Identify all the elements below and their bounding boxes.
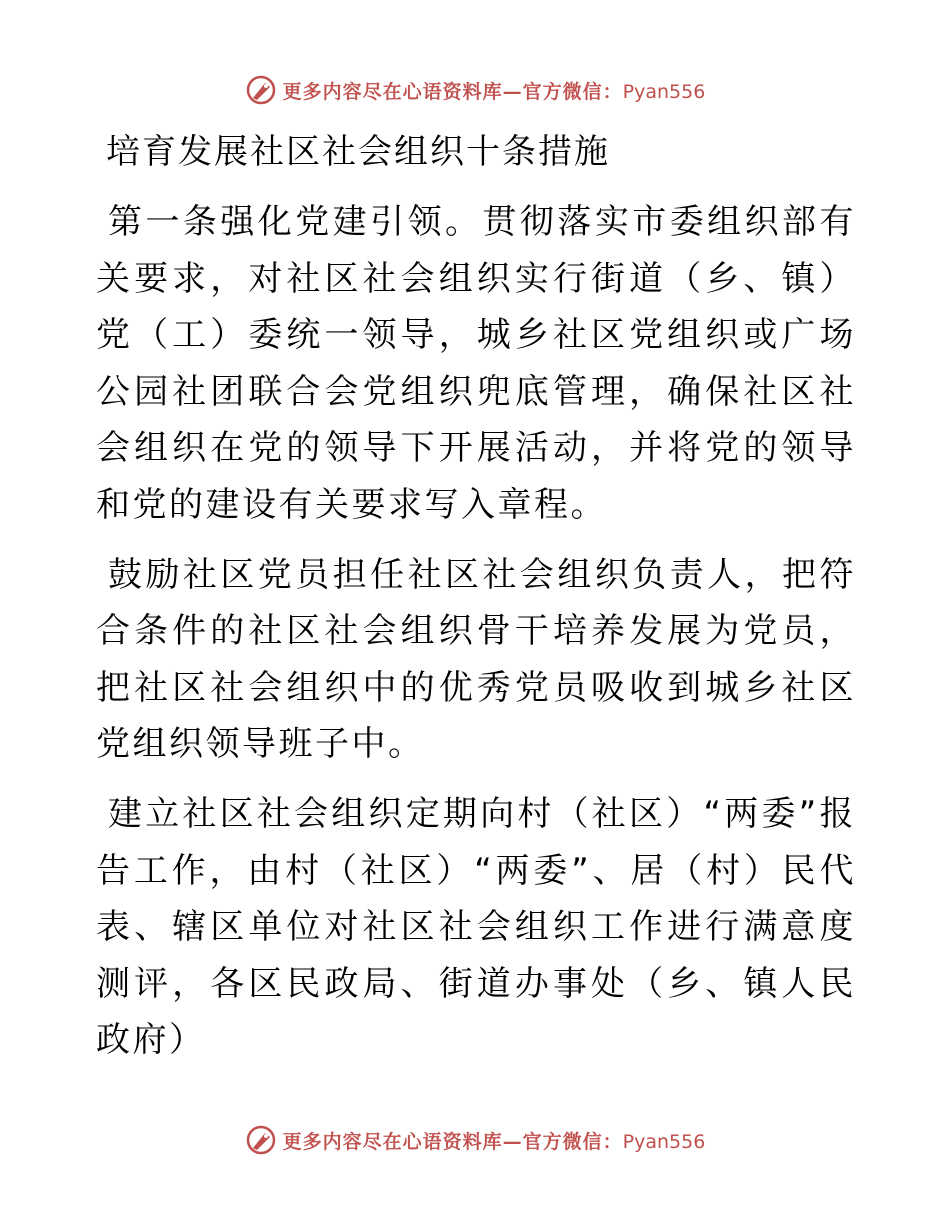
paragraph-3: 建立社区社会组织定期向村（社区）“两委”报告工作，由村（社区）“两委”、居（村）民代表、辖区单位对社区社会组织工作进行满意度测评，各区民政局、街道办事处（乡、镇人民政府） bbox=[96, 793, 856, 1061]
wechat-id: Pyan556 bbox=[622, 1130, 706, 1153]
footer-watermark-banner bbox=[0, 1120, 950, 1160]
paragraph-2: 鼓励社区党员担任社区社会组织负责人，把符合条件的社区社会组织骨干培养发展为党员，把社区社会组织中的优秀党员吸收到城乡社区党组织领导班子中。 bbox=[96, 554, 856, 765]
paragraph-1: 第一条强化党建引领。贯彻落实市委组织部有关要求，对社区社会组织实行街道（乡、镇）党（工）委统一领导，城乡社区党组织或广场公园社团联合会党组织兜底管理，确保社区社会组织在党的领导下开展活动，并将党的领导和党的建设有关要求写入章程。 bbox=[96, 202, 856, 525]
pen-nib-circle-icon bbox=[245, 1124, 277, 1156]
document-body bbox=[96, 120, 856, 1082]
pen-nib-circle-icon bbox=[245, 74, 277, 106]
wechat-id: Pyan556 bbox=[622, 80, 706, 103]
header-watermark-banner bbox=[0, 70, 950, 110]
document-title: 培育发展社区社会组织十条措施 bbox=[106, 132, 610, 172]
watermark-text: 更多内容尽在心语资料库—官方微信：Pyan556 bbox=[282, 1130, 706, 1153]
watermark-text: 更多内容尽在心语资料库—官方微信：Pyan556 bbox=[282, 80, 706, 103]
